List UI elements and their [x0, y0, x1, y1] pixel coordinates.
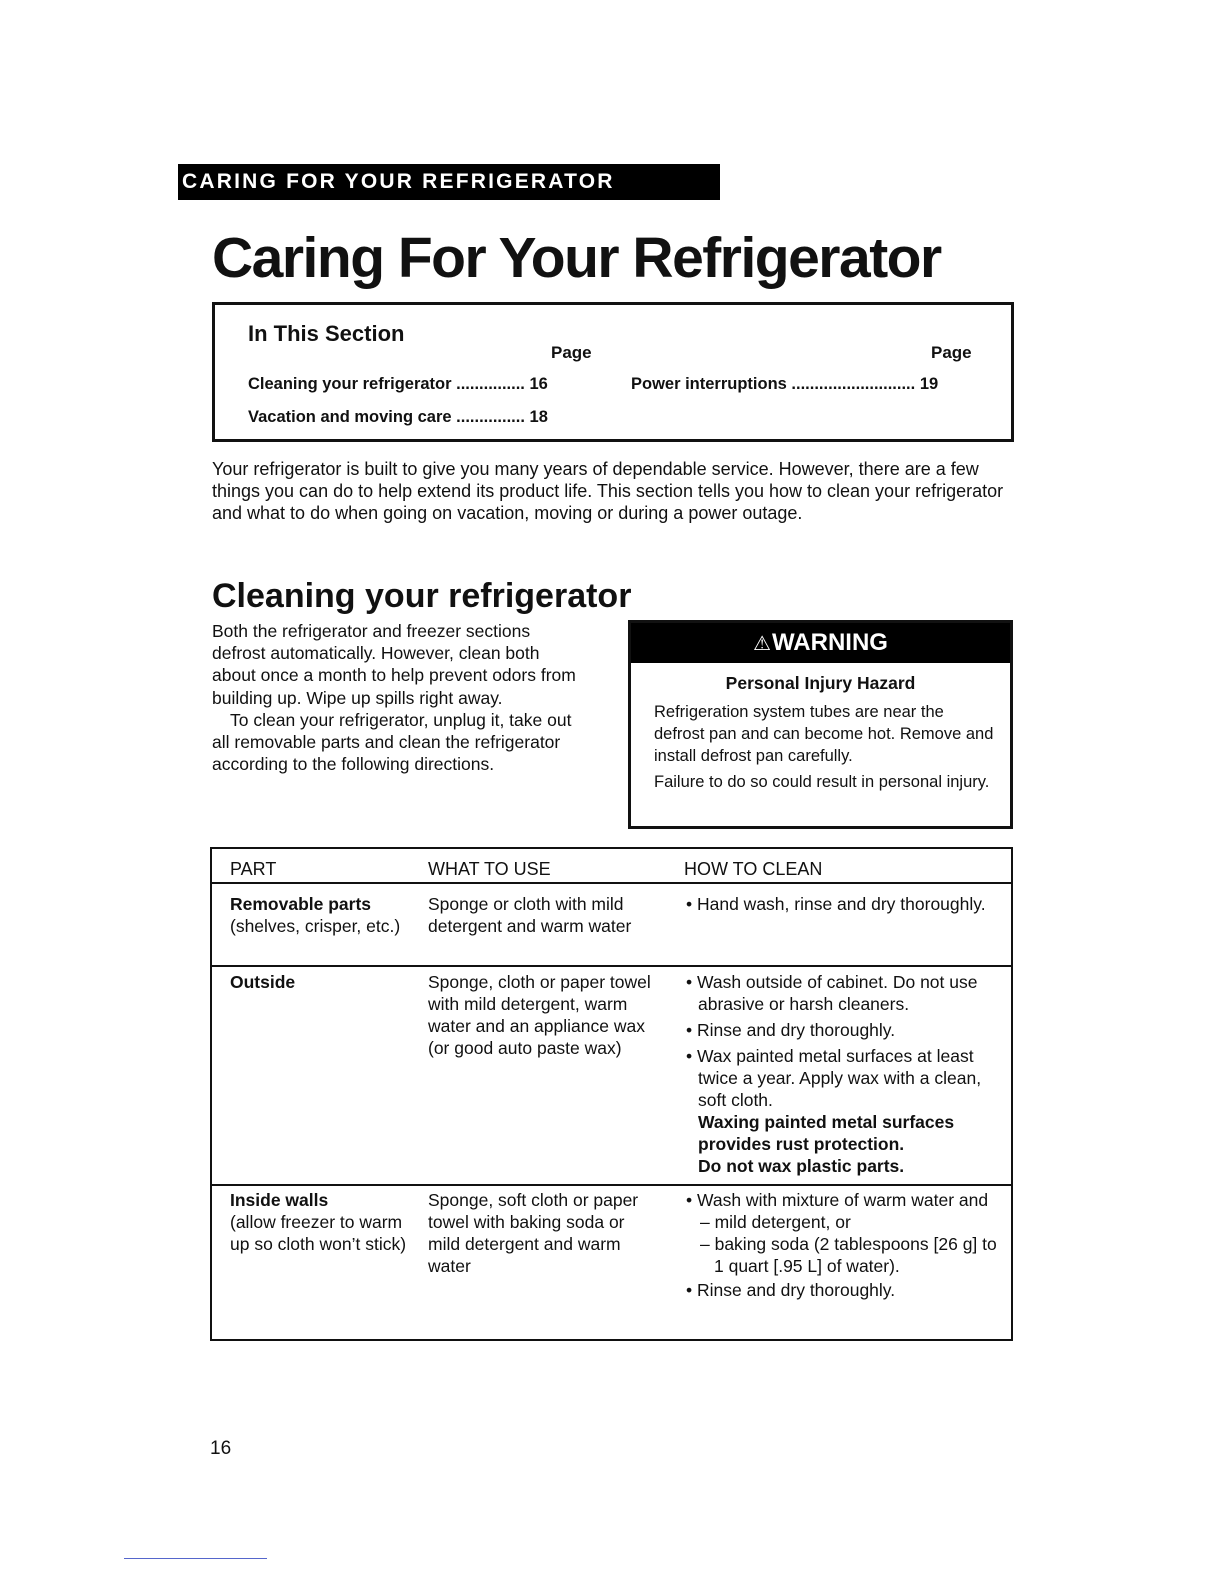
header-what-to-use: WHAT TO USE	[428, 859, 551, 879]
toc-entry-text: Vacation and moving care ...............	[248, 408, 525, 426]
table-row-outside-use: Sponge, cloth or paper towel with mild detergent, warm water and an appliance wax (or good auto paste wax)	[428, 972, 651, 1058]
page-title: Caring For Your Refrigerator	[212, 226, 941, 290]
warning-text-2: Failure to do so could result in personal injury.	[654, 773, 990, 791]
warning-subtitle: Personal Injury Hazard	[725, 673, 916, 693]
table-divider	[212, 882, 1011, 884]
table-row-removable-how	[684, 893, 994, 919]
section-banner: CARING FOR YOUR REFRIGERATOR	[178, 164, 720, 200]
in-this-section-box	[212, 302, 1014, 442]
header-part: PART	[230, 859, 277, 879]
intro-paragraph: Your refrigerator is built to give you many years of dependable service. However, there are a few things you can do to help extend its product life. This section tells you how to clean your refrigerator and what to do when going on vacation, moving or during a power outage.	[212, 459, 1004, 523]
part-note: (shelves, crisper, etc.)	[230, 916, 401, 936]
how-item: • Wash with mixture of warm water and	[686, 1190, 989, 1210]
cleaning-paragraph-1: Both the refrigerator and freezer sections defrost automatically. However, clean both about once a month to help prevent odors from building up. Wipe up spills right away.	[212, 621, 576, 708]
table-row-inside-part	[230, 1189, 410, 1255]
how-item: • Wax painted metal surfaces at least twice a year. Apply wax with a clean, soft cloth.	[686, 1046, 982, 1110]
cleaning-paragraph-2: To clean your refrigerator, unplug it, take out all removable parts and clean the refrigerator according to the following directions.	[212, 709, 572, 775]
toc-entry-cleaning[interactable]	[248, 375, 548, 394]
part-name: Removable parts	[230, 894, 372, 914]
table-divider	[212, 965, 1011, 967]
part-name: Outside	[230, 972, 296, 992]
how-subitem: – mild detergent, or	[700, 1212, 851, 1232]
table-row-outside-how	[684, 971, 1004, 1177]
toc-entry-power[interactable]	[631, 375, 938, 394]
how-item: • Rinse and dry thoroughly.	[686, 1020, 896, 1040]
toc-page-label-left: Page	[551, 343, 592, 362]
warning-label: WARNING	[771, 629, 888, 656]
toc-heading: In This Section	[248, 321, 405, 346]
warning-text-1: Refrigeration system tubes are near the defrost pan and can become hot. Remove and install defrost pan carefully.	[654, 703, 994, 765]
cleaning-heading: Cleaning your refrigerator	[212, 577, 632, 615]
warning-triangle-icon: ⚠	[753, 633, 771, 655]
toc-page-label-right: Page	[931, 343, 972, 362]
warning-box	[628, 620, 1013, 829]
footer-rule	[124, 1558, 267, 1559]
how-item: • Wash outside of cabinet. Do not use abrasive or harsh cleaners.	[686, 972, 978, 1014]
table-row-outside-part	[230, 971, 410, 993]
toc-entry-page: 18	[529, 408, 548, 426]
how-bold-note: Waxing painted metal surfaces provides rust protection.	[698, 1112, 955, 1154]
table-divider	[212, 1184, 1011, 1186]
table-row-removable-part	[230, 893, 410, 937]
warning-header	[631, 623, 1010, 663]
page-number: 16	[210, 1438, 232, 1459]
how-bold-note-2: Do not wax plastic parts.	[698, 1156, 905, 1176]
table-row-inside-how	[684, 1189, 1004, 1305]
part-note: (allow freezer to warm up so cloth won’t stick)	[230, 1212, 407, 1254]
cleaning-text	[212, 620, 588, 775]
header-how-to-clean: HOW TO CLEAN	[684, 859, 823, 879]
part-name: Inside walls	[230, 1190, 329, 1210]
cleaning-table	[210, 847, 1013, 1341]
toc-entry-page: 16	[529, 375, 548, 393]
how-item: • Rinse and dry thoroughly.	[686, 1280, 896, 1300]
toc-entry-page: 19	[919, 375, 939, 393]
warning-text	[654, 701, 996, 797]
toc-entry-text: Power interruptions ...........................	[631, 375, 916, 393]
how-subitem: – baking soda (2 tablespoons [26 g] to 1 quart [.95 L] of water).	[700, 1234, 997, 1276]
table-row-removable-use: Sponge or cloth with mild detergent and warm water	[428, 894, 632, 936]
toc-entry-text: Cleaning your refrigerator ...............	[248, 375, 525, 393]
how-item: • Hand wash, rinse and dry thoroughly.	[686, 894, 986, 914]
toc-entry-vacation[interactable]	[248, 408, 548, 427]
table-row-inside-use: Sponge, soft cloth or paper towel with baking soda or mild detergent and warm water	[428, 1190, 639, 1276]
